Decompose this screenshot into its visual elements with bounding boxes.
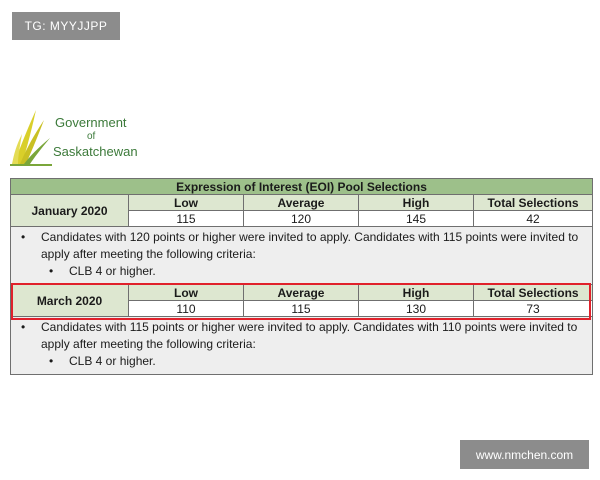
value-total-selections: 73 (474, 301, 593, 317)
round-note-january (11, 227, 593, 285)
note-list (41, 229, 586, 280)
value-low: 110 (129, 301, 244, 317)
note-list (41, 319, 586, 370)
note-bullet: • Candidates with 115 points or higher were invited to apply. Candidates with 110 points were invited to apply after meeting the following criteria: (41, 319, 586, 353)
value-high: 130 (359, 301, 474, 317)
table-header-row (11, 195, 593, 211)
logo-line-government: Government (55, 115, 127, 130)
value-low: 115 (129, 211, 244, 227)
column-header-high: High (359, 285, 474, 301)
watermark-top: TG: MYYJJPP (12, 12, 120, 40)
wheat-sheaf-icon (10, 108, 52, 166)
eoi-pool-selections-table (10, 178, 593, 375)
note-row (11, 227, 593, 285)
government-of-saskatchewan-logo (10, 108, 140, 168)
column-header-average: Average (244, 285, 359, 301)
note-bullet: • Candidates with 120 points or higher were invited to apply. Candidates with 115 points were invited to apply after meeting the following criteria: (41, 229, 586, 263)
round-month-march: March 2020 (11, 285, 129, 317)
round-month-january: January 2020 (11, 195, 129, 227)
column-header-low: Low (129, 285, 244, 301)
table-title: Expression of Interest (EOI) Pool Selections (11, 179, 593, 195)
logo-line-saskatchewan: Saskatchewan (53, 144, 138, 159)
column-header-average: Average (244, 195, 359, 211)
round-note-march (11, 317, 593, 375)
note-row (11, 317, 593, 375)
table-header-row (11, 285, 593, 301)
column-header-total-selections: Total Selections (474, 285, 593, 301)
watermark-bottom: www.nmchen.com (460, 440, 589, 469)
value-total-selections: 42 (474, 211, 593, 227)
value-average: 120 (244, 211, 359, 227)
column-header-total-selections: Total Selections (474, 195, 593, 211)
criteria-bullet: • CLB 4 or higher. (69, 353, 586, 370)
logo-line-of: of (87, 131, 96, 142)
column-header-high: High (359, 195, 474, 211)
value-average: 115 (244, 301, 359, 317)
value-high: 145 (359, 211, 474, 227)
table-title-row (11, 179, 593, 195)
criteria-bullet: • CLB 4 or higher. (69, 263, 586, 280)
column-header-low: Low (129, 195, 244, 211)
